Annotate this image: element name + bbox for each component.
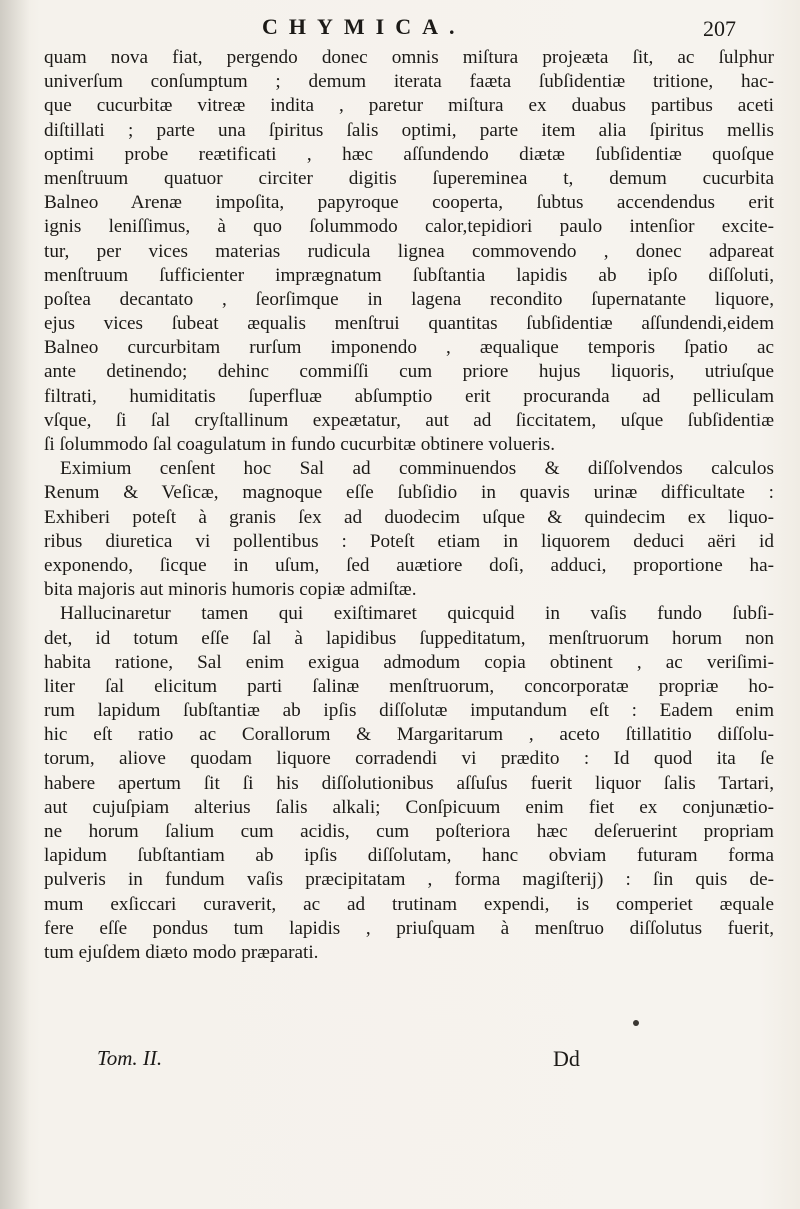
text-line: vſque, ſi ſal cryſtallinum expeætatur, aut ad ſiccitatem, uſque ſubſidentiæ xyxy=(44,409,774,431)
text-line: diſtillati ; parte una ſpiritus ſalis optimi, parte item alia ſpiritus mellis xyxy=(44,119,774,141)
text-line: aut cujuſpiam alterius ſalis alkali; Conſpicuum enim fiet ex conjunætio- xyxy=(44,796,774,818)
text-line: ejus vices ſubeat æqualis menſtrui quantitas ſubſidentiæ aſſundendi,eidem xyxy=(44,313,774,335)
text-line: quam nova fiat, pergendo donec omnis miſtura projeæta ſit, ac ſulphur xyxy=(44,47,774,68)
text-line: filtrati, humiditatis ſuperfluæ abſumptio erit procuranda ad pelliculam xyxy=(44,385,774,407)
body-text xyxy=(44,46,774,965)
text-line: habita ratione, Sal enim exigua admodum copia obtinent , ac veriſimi- xyxy=(44,651,774,673)
text-line: Renum & Veſicæ, magnoque eſſe ſubſidio in quavis urinæ difficultate : xyxy=(44,482,774,504)
text-line: Hallucinaretur tamen qui exiſtimaret quicquid in vaſis fundo ſubſi- xyxy=(60,603,774,625)
signature-mark: Dd xyxy=(553,1046,580,1071)
binding-shadow xyxy=(0,0,30,1209)
page-footer xyxy=(0,1046,800,1086)
text-line: hic eſt ratio ac Corallorum & Margaritarum , aceto ſtillatitio diſſolu- xyxy=(44,724,774,746)
text-line: ignis leniſſimus, à quo ſolummodo calor,tepidiori paulo intenſior excite- xyxy=(44,216,774,238)
text-line: Exhiberi poteſt à granis ſex ad duodecim uſque & quindecim ex liquo- xyxy=(44,506,774,528)
text-line: ante detinendo; dehinc commiſſi cum priore hujus liquoris, utriuſque xyxy=(44,361,774,383)
text-line: univerſum conſumptum ; demum iterata faæta ſubſidentiæ tritione, hac- xyxy=(44,71,774,93)
paragraph xyxy=(44,46,774,457)
text-line: ſi ſolummodo ſal coagulatum in fundo cucurbitæ obtinere volueris. xyxy=(44,434,556,455)
text-line: mum exſiccari curaverit, ac ad trutinam expendi, is comperiet æquale xyxy=(44,893,774,915)
text-line: lapidum ſubſtantiam ab ipſis diſſolutam, hanc obviam futuram forma xyxy=(44,845,774,867)
text-line: ribus diuretica vi pollentibus : Poteſt etiam in liquorem deduci aëri id xyxy=(44,530,774,552)
text-line: det, id totum eſſe ſal à lapidibus ſuppeditatum, menſtruorum horum non xyxy=(44,627,774,649)
text-line: tum ejuſdem diæto modo præparati. xyxy=(44,941,319,963)
text-line: poſtea decantato , ſeorſimque in lagena recondito ſupernatante liquore, xyxy=(44,288,774,310)
running-title: CHYMICA. xyxy=(262,14,466,39)
text-line: rum lapidum ſubſtantiæ ab ipſis diſſolutæ imputandum eſt : Eadem enim xyxy=(44,700,774,722)
page-header xyxy=(0,6,800,46)
text-line: que cucurbitæ vitreæ indita , paretur miſtura ex duabus partibus aceti xyxy=(44,95,774,117)
text-line: Balneo Arenæ impoſita, papyroque cooperta, ſubtus accendendus erit xyxy=(44,192,774,214)
text-line: exponendo, ſicque in uſum, ſed auætiore doſi, adduci, proportione ha- xyxy=(44,554,774,576)
ink-speck xyxy=(633,1020,639,1026)
text-line: tur, per vices materias rudicula lignea commovendo , donec adpareat xyxy=(44,240,774,262)
volume-marker: Tom. II. xyxy=(97,1046,163,1070)
text-line: liter ſal elicitum parti ſalinæ menſtruorum, concorporatæ propriæ ho- xyxy=(44,675,774,697)
text-line: optimi probe reætificati , hæc aſſundendo diætæ ſubſidentiæ quoſque xyxy=(44,143,774,165)
text-line: bita majoris aut minoris humoris copiæ admiſtæ. xyxy=(44,579,417,601)
paragraph xyxy=(44,602,774,965)
text-line: torum, aliove quodam liquore corradendi vi prædito : Id quod ita ſe xyxy=(44,748,774,770)
text-line: menſtruum quatuor circiter digitis ſupereminea t, demum cucurbita xyxy=(44,167,774,189)
text-line: ne horum ſalium cum acidis, cum poſteriora hæc deſeruerint propriam xyxy=(44,821,774,842)
text-line: Eximium cenſent hoc Sal ad comminuendos & diſſolvendos calculos xyxy=(60,458,774,480)
text-line: habere apertum ſit ſi his diſſolutionibus aſſuſus fuerit liquor ſalis Tartari, xyxy=(44,772,774,794)
page-number: 207 xyxy=(703,16,736,41)
text-line: pulveris in fundum vaſis præcipitatam , forma magiſterij) : ſin quis de- xyxy=(44,869,774,891)
text-line: Balneo curcurbitam rurſum imponendo , æqualique temporis ſpatio ac xyxy=(44,337,774,359)
paragraph xyxy=(44,457,774,602)
text-line: fere eſſe pondus tum lapidis , priuſquam à menſtruo diſſolutus fuerit, xyxy=(44,917,774,939)
text-line: menſtruum ſufficienter imprægnatum ſubſtantia lapidis ab ipſo diſſoluti, xyxy=(44,264,774,286)
